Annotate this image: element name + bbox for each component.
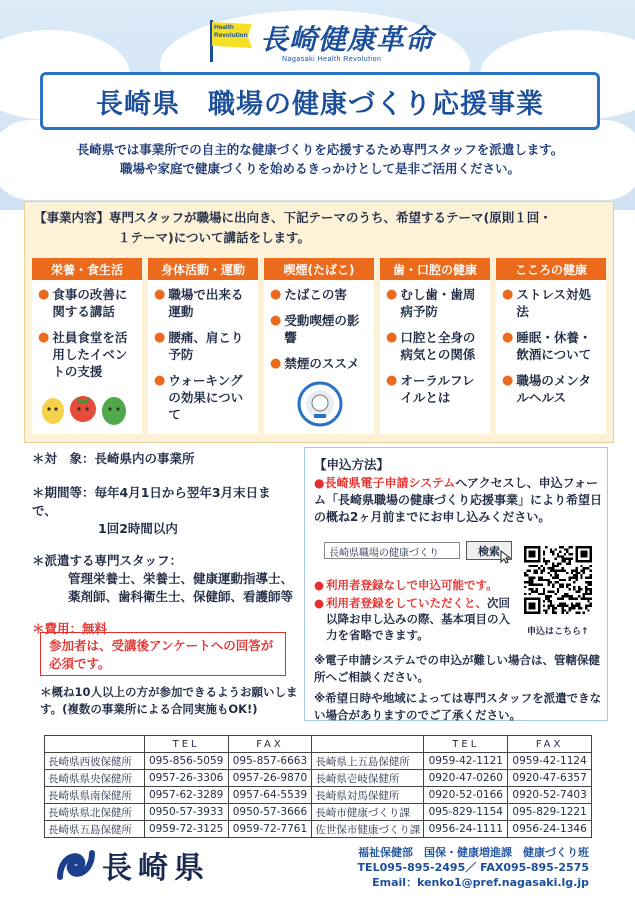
theme-title: こころの健康: [496, 258, 606, 280]
fax-cell: 0957-64-5539: [228, 787, 312, 804]
bullet-icon: ●: [386, 373, 398, 388]
theme-item: [386, 286, 485, 320]
apply-notes: [314, 652, 606, 724]
apply-bullet: [314, 595, 514, 643]
period-text: ＊期間等：毎年4月1日から翌年3月末日まで、: [32, 485, 271, 518]
content-line: １テーマ)について講話をします。: [118, 230, 310, 245]
bullet-icon: ●: [154, 287, 166, 302]
table-row: [45, 804, 592, 821]
theme-item-text: 睡眠・休養・飲酒について: [516, 330, 592, 362]
fax-cell: 0959-42-1124: [508, 753, 592, 770]
qr-caption: 申込はこちら↑: [527, 627, 589, 637]
theme-item: [386, 372, 485, 406]
theme-item: [38, 286, 137, 320]
fax-cell: 0956-24-1346: [508, 821, 592, 838]
office-name: 長崎県五島保健所: [45, 821, 145, 838]
apply-bullet-text: 利用者登録なしで申込可能です。: [326, 578, 498, 592]
theme-item-text: たばこの害: [284, 287, 347, 302]
theme-item: [270, 312, 369, 346]
theme-title: 歯・口腔の健康: [380, 258, 490, 280]
theme-item-text: 職場のメンタルヘルス: [516, 373, 591, 405]
bullet-icon: ●: [386, 330, 398, 345]
footer-contact: [358, 845, 589, 890]
theme-item: [270, 286, 369, 303]
theme-body: [264, 280, 374, 434]
bullet-icon: ●: [38, 330, 50, 345]
office-name: 長崎県上五島保健所: [312, 753, 424, 770]
content-line: 専門スタッフが職場に出向き、下記テーマのうち、希望するテーマ(原則１回・: [109, 210, 552, 225]
bullet-icon: ●: [270, 313, 282, 328]
theme-item: [270, 355, 369, 372]
fax-cell: 095-829-1221: [508, 804, 592, 821]
theme-mental-health: [496, 258, 606, 434]
theme-item: [502, 372, 601, 406]
theme-nutrition: [32, 258, 142, 434]
tel-cell: 0950-57-3933: [144, 804, 228, 821]
theme-item-text: 禁煙のススメ: [284, 356, 360, 371]
page-title: 長崎県 職場の健康づくり応援事業: [96, 88, 544, 120]
tel-cell: 095-856-5059: [144, 753, 228, 770]
theme-item: [386, 329, 485, 363]
table-header: [45, 736, 145, 753]
theme-smoking: [264, 258, 374, 434]
theme-body: [380, 280, 490, 434]
logo-title: 長崎健康革命: [260, 23, 435, 56]
logo-subtitle: Nagasaki Health Revolution: [282, 56, 382, 63]
tel-cell: 0959-72-3125: [144, 821, 228, 838]
office-name: 長崎県県南保健所: [45, 787, 145, 804]
content-label: 【事業内容】: [34, 210, 110, 225]
table-header: FAX: [228, 736, 312, 753]
table-header: TEL: [424, 736, 508, 753]
theme-item-text: オーラルフレイルとは: [400, 373, 475, 405]
theme-title: 喫煙(たばこ): [264, 258, 374, 280]
intro-text: [30, 140, 610, 178]
footer-email[interactable]: Email：kenko1@pref.nagasaki.lg.jp: [372, 876, 589, 889]
theme-item-text: 口腔と全身の病気との関係: [400, 330, 476, 362]
theme-item: [154, 286, 253, 320]
tel-cell: 0957-62-3289: [144, 787, 228, 804]
vegetable-characters-icon: [38, 389, 136, 429]
bullet-icon: ●: [38, 287, 50, 302]
theme-title: 栄養・食生活: [32, 258, 142, 280]
tel-cell: 0957-26-3306: [144, 770, 228, 787]
theme-item-text: ストレス対処法: [516, 287, 591, 319]
bullet-icon: ●: [502, 373, 514, 388]
table-row: [45, 753, 592, 770]
bullet-icon: ●: [154, 373, 166, 388]
theme-oral-health: [380, 258, 490, 434]
office-name: 長崎県県央保健所: [45, 770, 145, 787]
bullet-icon: ●: [270, 356, 282, 371]
theme-item-text: 腰痛、肩こり予防: [168, 330, 244, 362]
tel-cell: 0959-42-1121: [424, 753, 508, 770]
fax-cell: 095-857-6663: [228, 753, 312, 770]
logo-health-revolution: Health Revolution: [214, 24, 248, 39]
staff-text: 管理栄養士、栄養士、健康運動指導士、: [68, 571, 294, 586]
title-box: [40, 72, 600, 130]
bullet-icon: ●: [270, 287, 282, 302]
theme-item: [502, 329, 601, 363]
intro-line: 長崎県では事業所での自主的な健康づくりを応援するため専門スタッフを派遣します。: [76, 142, 564, 157]
apply-bullets: [314, 577, 514, 645]
theme-item-text: ウォーキングの効果について: [168, 373, 244, 422]
bullet-icon: ●: [314, 578, 325, 592]
search-button[interactable]: 検索: [466, 541, 512, 560]
table-row: [45, 821, 592, 838]
program-details: [32, 450, 294, 638]
apply-instructions: [314, 475, 604, 526]
fax-cell: 0920-52-7403: [508, 787, 592, 804]
tel-cell: 0956-24-1111: [424, 821, 508, 838]
system-name: 長崎県電子申請システム: [324, 476, 456, 490]
tel-cell: 095-829-1154: [424, 804, 508, 821]
table-row: [45, 770, 592, 787]
theme-item-text: 職場で出来る運動: [168, 287, 244, 319]
apply-note: ※希望日時や地域によっては専門スタッフを派遣できない場合がありますのでご了承ください。: [314, 691, 602, 722]
table-header: TEL: [144, 736, 228, 753]
table-row: [45, 787, 592, 804]
office-name: 長崎県対馬保健所: [312, 787, 424, 804]
theme-item-text: 社員食堂を活用したイベントの支援: [52, 330, 128, 379]
bullet-icon: ●: [502, 287, 514, 302]
theme-item-text: 受動喫煙の影響: [284, 313, 360, 345]
theme-item: [154, 329, 253, 363]
content-description: [34, 208, 604, 248]
apply-title: 【申込方法】: [314, 457, 390, 472]
table-header-row: [45, 736, 592, 753]
bullet-icon: ●: [314, 596, 325, 610]
theme-item: [38, 329, 137, 380]
theme-item-text: むし歯・歯周病予防: [400, 287, 476, 319]
tel-cell: 0920-47-0260: [424, 770, 508, 787]
theme-body: [32, 280, 142, 434]
prefecture-logo: [56, 843, 210, 887]
fax-cell: 0920-47-6357: [508, 770, 592, 787]
theme-item: [154, 372, 253, 423]
participants-note: ＊概ね10人以上の方が参加できるようお願いします。(複数の事業所による合同実施もOK!): [40, 685, 298, 716]
footer-department: 福祉保健部 国保・健康増進課 健康づくり班: [358, 846, 589, 859]
apply-bullet: [314, 577, 514, 593]
bullet-icon: ●: [154, 330, 166, 345]
theme-body: [148, 280, 258, 434]
health-revolution-logo: [198, 14, 468, 70]
cursor-icon: [500, 550, 512, 564]
theme-item-text: 食事の改善に関する講話: [52, 287, 128, 319]
fax-cell: 0959-72-7761: [228, 821, 312, 838]
theme-exercise: [148, 258, 258, 434]
apply-bullet-text: 次回以降お申し込みの際、基本項目の入力を省略できます。: [326, 596, 511, 642]
office-name: 長崎市健康づくり課: [312, 804, 424, 821]
nagasaki-prefecture-mark-icon: [56, 847, 96, 883]
bullet-icon: ●: [386, 287, 398, 302]
table-header: [312, 736, 424, 753]
prefecture-name: 長崎県: [102, 851, 210, 886]
period-text: 1回2時間以内: [98, 521, 178, 536]
theme-item: [502, 286, 601, 320]
apply-instruction-text: へアクセスし、申込フォーム「長崎県職場の健康づくり応援事業」により希望日の概ね2ヶ月前までにお申し込みください。: [314, 476, 603, 524]
target-text: ＊対 象：長崎県内の事業所: [32, 451, 195, 466]
survey-notice: 参加者は、受講後アンケートへの回答が必須です。: [40, 632, 286, 676]
office-name: 長崎県壱岐保健所: [312, 770, 424, 787]
search-input[interactable]: 長崎県職場の健康づくり: [324, 542, 460, 559]
contacts-table: [44, 735, 592, 838]
bullet-icon: ●: [314, 476, 325, 490]
apply-note: ※電子申請システムでの申込が難しい場合は、管轄保健所へご相談ください。: [314, 653, 601, 684]
table-header: FAX: [508, 736, 592, 753]
footer-telfax: TEL095-895-2495／ FAX095-895-2575: [357, 861, 589, 874]
staff-heading: ＊派遣する専門スタッフ：: [32, 553, 183, 568]
bullet-icon: ●: [502, 330, 514, 345]
fax-cell: 0957-26-9870: [228, 770, 312, 787]
office-name: 長崎県県北保健所: [45, 804, 145, 821]
office-name: 長崎県西彼保健所: [45, 753, 145, 770]
qr-code[interactable]: [524, 546, 592, 614]
tel-cell: 0920-52-0166: [424, 787, 508, 804]
theme-title: 身体活動・運動: [148, 258, 258, 280]
office-name: 佐世保市健康づくり課: [312, 821, 424, 838]
no-smoking-emblem-icon: [290, 381, 350, 427]
theme-body: [496, 280, 606, 434]
staff-text: 薬剤師、歯科衛生士、保健師、看護師等: [68, 589, 294, 604]
apply-bullet-text: 利用者登録をしていただくと、: [326, 596, 488, 610]
fax-cell: 0950-57-3666: [228, 804, 312, 821]
intro-line: 職場や家庭で健康づくりを始めるきっかけとして是非ご活用ください。: [119, 161, 520, 176]
fee-text: ＊費用：無料: [32, 621, 108, 636]
